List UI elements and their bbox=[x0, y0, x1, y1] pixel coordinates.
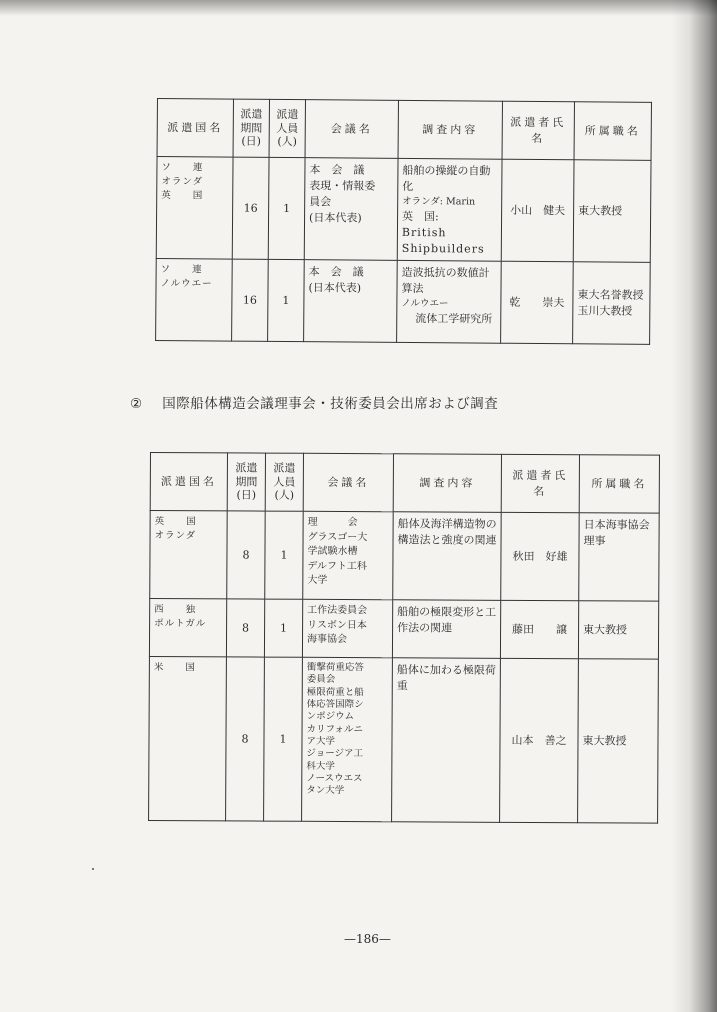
cell-survey: 船体及海洋構造物の構造法と強度の関連 bbox=[393, 512, 501, 601]
header-position: 所属職名 bbox=[579, 455, 659, 513]
cell-period: 8 bbox=[226, 599, 264, 657]
page-number: —186— bbox=[344, 932, 391, 946]
cell-conference: 工作法委員会 リスボン日本 海事協会 bbox=[302, 599, 392, 657]
header-position: 所属職名 bbox=[574, 102, 651, 161]
dispatch-table-2 bbox=[148, 452, 660, 824]
cell-survey: 船舶の極限変形と工作法の関連 bbox=[392, 600, 500, 659]
header-country: 派遣国名 bbox=[150, 453, 227, 511]
cell-country: ソ 連 ノルウエー bbox=[156, 259, 233, 342]
dispatch-table-1 bbox=[155, 98, 652, 345]
header-dispatcher: 派遣者氏名 bbox=[501, 454, 579, 512]
cell-survey: 造波抵抗の数値計算法 ノルウエー 流体工学研究所 bbox=[397, 261, 502, 344]
cell-dispatcher: 小山 健夫 bbox=[501, 159, 574, 262]
cell-period: 16 bbox=[232, 260, 269, 342]
cell-persons: 1 bbox=[264, 599, 302, 657]
cell-period: 8 bbox=[226, 657, 265, 821]
table-row bbox=[156, 259, 651, 345]
cell-position: 東大教授 bbox=[573, 160, 651, 263]
cell-conference: 本 会 議 (日本代表) bbox=[304, 260, 398, 343]
cell-dispatcher: 秋田 好雄 bbox=[501, 512, 579, 600]
cell-country: 英 国 オランダ bbox=[150, 511, 227, 599]
cell-persons: 1 bbox=[268, 260, 305, 342]
header-period: 派遣期間(日) bbox=[233, 99, 269, 157]
table-row bbox=[156, 157, 651, 263]
cell-dispatcher: 藤田 譲 bbox=[500, 600, 578, 658]
cell-country: 米 国 bbox=[149, 656, 227, 820]
header-conference: 会議名 bbox=[305, 100, 398, 159]
cell-conference: 理 会 グラスゴー大 学試験水槽 デルフト工科 大学 bbox=[303, 511, 393, 599]
section-title: 国際船体構造会議理事会・技術委員会出席および調査 bbox=[162, 396, 499, 412]
table-row bbox=[149, 599, 658, 660]
cell-position: 東大名誉教授 玉川大教授 bbox=[573, 262, 651, 345]
header-dispatcher: 派遣者氏名 bbox=[502, 101, 574, 160]
scan-speck bbox=[92, 868, 94, 870]
cell-country: ソ 連 オランダ 英 国 bbox=[156, 157, 233, 260]
header-persons: 派遣人員(人) bbox=[269, 99, 305, 157]
table-row bbox=[149, 656, 659, 823]
cell-persons: 1 bbox=[265, 511, 303, 599]
scan-top-shadow bbox=[0, 0, 717, 16]
cell-survey: 船体に加わる極限荷重 bbox=[392, 658, 501, 823]
header-conference: 会議名 bbox=[303, 453, 393, 511]
section-heading bbox=[130, 392, 498, 412]
table-header-row bbox=[157, 99, 651, 161]
cell-survey: 船舶の操縦の自動化 オランダ: Marin 英 国: British Shipbuilders bbox=[397, 158, 502, 261]
cell-position: 東大教授 bbox=[578, 601, 658, 659]
table-row bbox=[150, 511, 659, 602]
page-binding-shadow bbox=[671, 0, 717, 1012]
cell-position: 東大教授 bbox=[578, 659, 659, 823]
cell-persons: 1 bbox=[268, 157, 305, 260]
cell-conference: 衝撃荷重応答 委員会 極限荷重と船 体応答国際シ ンポジウム カリフォルニ ア大学 ジョージア工 科大学 ノースウエス タン大学 bbox=[302, 657, 393, 821]
cell-dispatcher: 山本 善之 bbox=[500, 658, 579, 822]
header-persons: 派遣人員(人) bbox=[265, 453, 303, 511]
cell-persons: 1 bbox=[264, 657, 303, 821]
cell-conference: 本 会 議 表現・情報委 員会 (日本代表) bbox=[304, 158, 398, 261]
header-survey: 調査内容 bbox=[393, 454, 501, 513]
cell-period: 8 bbox=[227, 511, 265, 599]
table-header-row bbox=[150, 453, 659, 514]
cell-dispatcher: 乾 崇夫 bbox=[501, 262, 574, 345]
section-marker: ② bbox=[130, 396, 143, 412]
header-country: 派遣国名 bbox=[157, 99, 233, 158]
header-period: 派遣期間(日) bbox=[227, 453, 265, 511]
cell-position: 日本海事協会 理事 bbox=[579, 513, 659, 601]
cell-period: 16 bbox=[232, 157, 269, 260]
cell-country: 西 独 ポルトガル bbox=[149, 599, 226, 657]
header-survey: 調査内容 bbox=[398, 100, 502, 159]
